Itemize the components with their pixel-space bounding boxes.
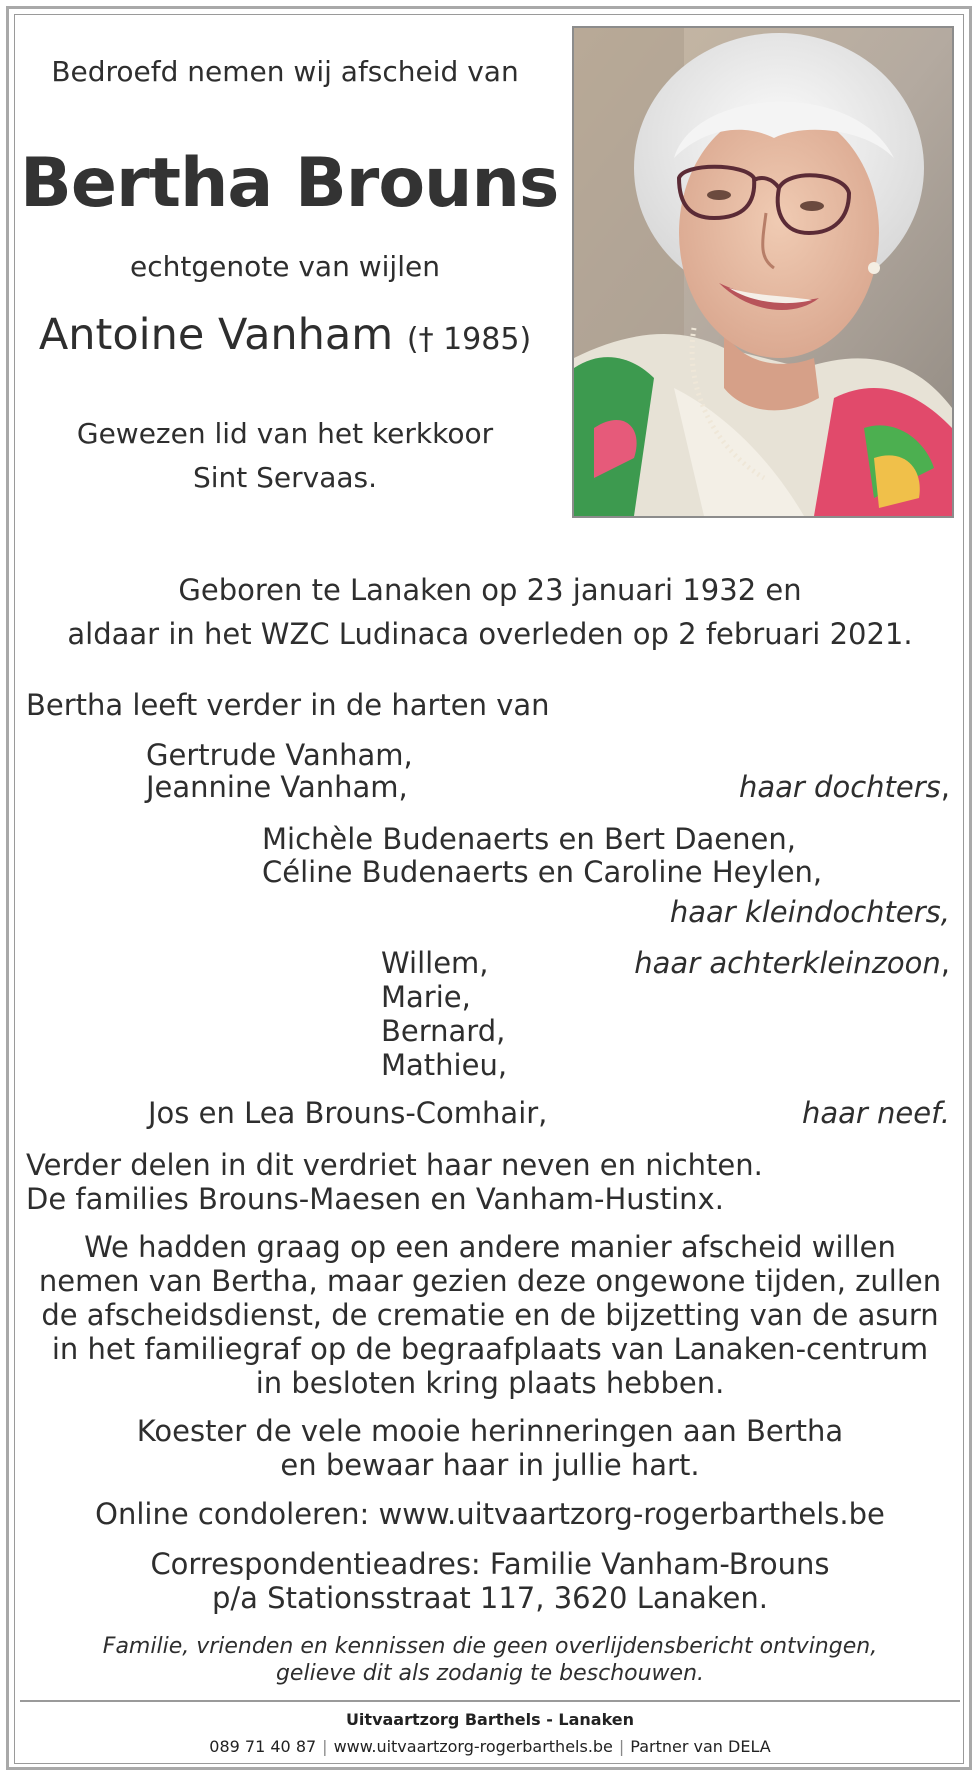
family-intro: Bertha leeft verder in de harten van [26,688,550,722]
choir-note [20,412,550,500]
memories-line: Koester de vele mooie herinneringen aan Bertha [136,1414,844,1448]
share-line-1: Verder delen in dit verdriet haar neven en nichten. [26,1148,763,1182]
daughters-label-comma: , [940,770,950,804]
memories-line: en bewaar haar in jullie hart. [280,1448,700,1482]
spouse-name: Antoine Vanham [38,310,394,360]
funeral-home-contact [20,1737,960,1756]
birth-line-1: Geboren te Lanaken op 23 januari 1932 en [178,573,802,607]
share-line-2: De families Brouns-Maesen en Vanham-Hustinx. [26,1182,724,1216]
cousin-name: Jos en Lea Brouns-Comhair, [148,1096,548,1130]
greatgrandson-label-comma: , [940,946,950,980]
notice-line: gelieve dit als zodanig te beschouwen. [275,1661,705,1686]
granddaughter-name: Michèle Budenaerts en Bert Daenen, [262,822,796,856]
daughter-name: Gertrude Vanham, [146,738,413,772]
greatgrandson-label-text: haar achterkleinzoon [634,946,941,980]
choir-line-1: Gewezen lid van het kerkkoor [76,417,494,450]
deceased-name: Bertha Brouns [20,144,559,223]
choir-line-2: Sint Servaas. [192,461,378,494]
farewell-line: de afscheidsdienst, de crematie en de bijzetting van de asurn [41,1298,939,1332]
phone-number: 089 71 40 87 [209,1737,317,1756]
partner-text: Partner van DELA [630,1737,771,1756]
daughters-label-text: haar dochters [738,770,941,804]
farewell-paragraph [20,1230,960,1400]
website-link[interactable]: www.uitvaartzorg-rogerbarthels.be [333,1737,613,1756]
farewell-line: nemen van Bertha, maar gezien deze ongewone tijden, zullen [38,1264,942,1298]
spouse-death: († 1985) [406,322,532,357]
online-condolences: Online condoleren: www.uitvaartzorg-rogerbarthels.be [95,1497,885,1531]
memories-paragraph [20,1414,960,1482]
footer-separator: | [618,1737,625,1756]
portrait-photo [572,26,954,518]
greatgrandson-label [634,946,950,980]
spouse-relation: echtgenote van wijlen [130,250,440,283]
notice-text [20,1633,960,1687]
granddaughter-name: Céline Budenaerts en Caroline Heylen, [262,855,823,889]
greatgrandchild-name: Bernard, [381,1014,506,1048]
footer-divider [20,1700,960,1702]
granddaughters-label: haar kleindochters, [669,895,950,929]
farewell-line: We hadden graag op een andere manier afscheid willen [84,1230,896,1264]
farewell-line: in het familiegraf op de begraafplaats van Lanaken-centrum [51,1332,929,1366]
footer-separator: | [322,1737,328,1756]
daughter-name: Jeannine Vanham, [146,770,408,804]
intro-text: Bedroefd nemen wij afscheid van [51,55,519,88]
address-line: Correspondentieadres: Familie Vanham-Brouns [150,1547,830,1581]
farewell-line: in besloten kring plaats hebben. [255,1366,725,1400]
funeral-home-name: Uitvaartzorg Barthels - Lanaken [345,1710,635,1729]
greatgrandchild-name: Marie, [381,980,471,1014]
address-line: p/a Stationsstraat 117, 3620 Lanaken. [212,1581,768,1615]
share-text [26,1148,763,1216]
greatgrandchild-name: Mathieu, [381,1048,508,1082]
daughters-label [739,770,950,804]
correspondence-address [20,1547,960,1615]
spouse-line [20,310,550,360]
greatgrandchild-name: Willem, [381,946,489,980]
cousin-label: haar neef. [801,1096,950,1130]
birth-line-2: aldaar in het WZC Ludinaca overleden op 2 februari 2021. [67,617,913,651]
birth-info [20,568,960,656]
notice-line: Familie, vrienden en kennissen die geen overlijdensbericht ontvingen, [102,1634,878,1659]
portrait-illustration [574,28,952,516]
